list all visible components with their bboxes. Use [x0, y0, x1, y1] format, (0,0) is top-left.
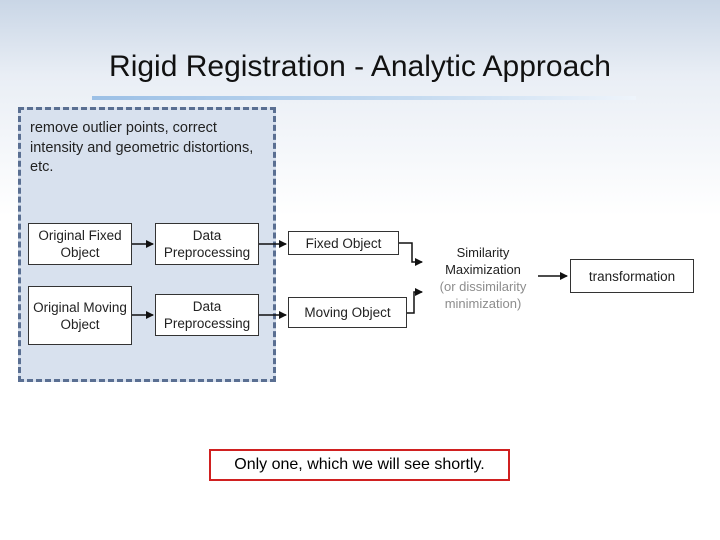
original-moving-object-box: Original Moving Object	[28, 286, 132, 345]
preprocessing-note: remove outlier points, correct intensity and geometric distortions, etc.	[30, 120, 254, 175]
similarity-title: Similarity Maximization	[445, 245, 521, 277]
slide-title: Rigid Registration - Analytic Approach	[109, 50, 611, 83]
data-preprocessing-fixed-box: Data Preprocessing	[155, 223, 259, 265]
similarity-alternative: (or dissimilarity minimization)	[439, 279, 527, 311]
data-preprocessing-moving-box: Data Preprocessing	[155, 294, 259, 336]
fixed-object-box: Fixed Object	[288, 231, 399, 255]
arrow-fixed-object-to-similarity	[399, 243, 422, 262]
callout-note: Only one, which we will see shortly.	[209, 449, 510, 481]
original-fixed-object-box: Original Fixed Object	[28, 223, 132, 265]
similarity-maximization-label	[426, 244, 540, 312]
transformation-box: transformation	[570, 259, 694, 293]
arrow-moving-object-to-similarity	[407, 292, 422, 313]
moving-object-box: Moving Object	[288, 297, 407, 328]
